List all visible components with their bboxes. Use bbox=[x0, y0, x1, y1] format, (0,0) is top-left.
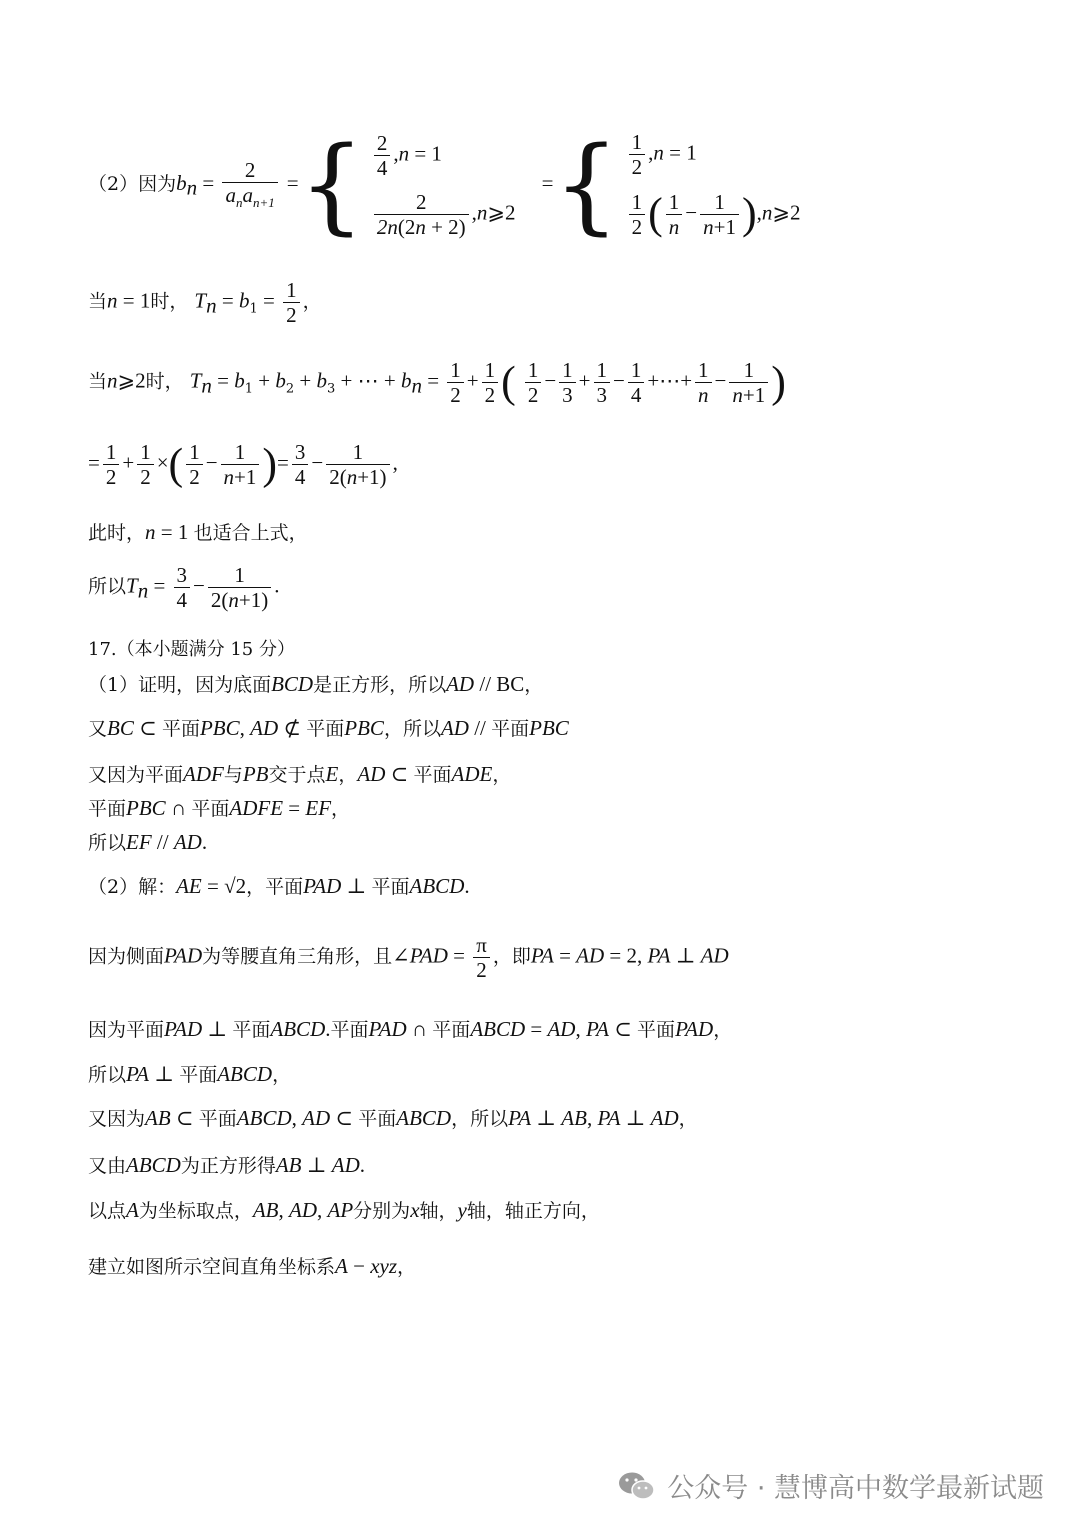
l6: （2）解：AE = √2，平面PAD ⊥ 平面ABCD. bbox=[88, 874, 470, 898]
l1: （1）证明，因为底面BCD是正方形，所以AD // BC， bbox=[88, 672, 544, 696]
l7: 因为侧面PAD为等腰直角三角形，且∠PAD = $\frac{\pi}{2}$ ，即PA = AD = 2, PA ⊥ AD bbox=[88, 933, 729, 983]
l4: 平面PBC ∩ 平面ADFE = EF， bbox=[88, 796, 351, 820]
n1-fits: 此时，n = 1 也适合上式， bbox=[88, 520, 308, 544]
l13: 建立如图所示空间直角坐标系A − xyz， bbox=[88, 1254, 417, 1278]
wechat-icon bbox=[617, 1470, 657, 1502]
bn-definition: （2）因为$b_n$ = $\frac{2}{a_na_{n+1}}$ ={ $\frac{2}{4}$ ,n = 1 $\frac{2}{2n(2n + 2)}$ ,n⩾2 ={ $\frac{1}{2}$ ,n = 1 $\frac{1}{2}$ ( $\frac{1}{n}$ − $\frac{1}{n+1}$ ),n⩾2 bbox=[88, 123, 801, 246]
l12: 以点A为坐标取点，AB, AD, AP分别为x轴，y轴，轴正方向， bbox=[88, 1198, 600, 1222]
l11: 又由ABCD为正方形得AB ⊥ AD. bbox=[88, 1153, 366, 1177]
case-n2: 当n⩾2时， $T_n = b_1 + b_2 + b_3$ + ⋯ + $b_n$ = $\frac{1}{2}$ + $\frac{1}{2}$ ( $\frac{1}{2}$ − $\frac{1}{3}$ + $\frac{1}{3}$ − $\frac{1}{4}$ +⋯+ $\frac{1}{n}$ − $\frac{1}{n+1}$ ) bbox=[88, 357, 786, 408]
l9: 所以PA ⊥ 平面ABCD， bbox=[88, 1062, 292, 1086]
l2: 又BC ⊂ 平面PBC, AD ⊄ 平面PBC，所以AD // 平面PBC bbox=[88, 716, 569, 740]
conclusion-tn: 所以$T_n$ = $\frac{3}{4}$ − $\frac{1}{2(n+1)}$ . bbox=[88, 563, 280, 613]
l8: 因为平面PAD ⊥ 平面ABCD.平面PAD ∩ 平面ABCD = AD, PA ⊂ 平面PAD， bbox=[88, 1017, 733, 1041]
watermark bbox=[617, 1466, 1044, 1505]
l5: 所以EF // AD. bbox=[88, 830, 208, 854]
l3: 又因为平面ADF与PB交于点E，AD ⊂ 平面ADE， bbox=[88, 762, 512, 786]
text: （2）因为 bbox=[88, 172, 177, 195]
case-n2-cont: = $\frac{1}{2}$ + $\frac{1}{2}$ ×( $\frac{1}{2}$ − $\frac{1}{n+1}$ )= $\frac{3}{4}$ − $\frac{1}{2(n+1)}$ , bbox=[88, 439, 398, 490]
q17-heading: 17.（本小题满分 15 分） bbox=[88, 639, 295, 660]
case-n1: 当n = 1时， $T_n = b_1$ = $\frac{1}{2}$ ， bbox=[88, 278, 322, 328]
l10: 又因为AB ⊂ 平面ABCD, AD ⊂ 平面ABCD，所以PA ⊥ AB, PA ⊥ AD， bbox=[88, 1106, 698, 1130]
watermark-text: 公众号 · 慧博高中数学最新试题 bbox=[667, 1473, 1044, 1504]
